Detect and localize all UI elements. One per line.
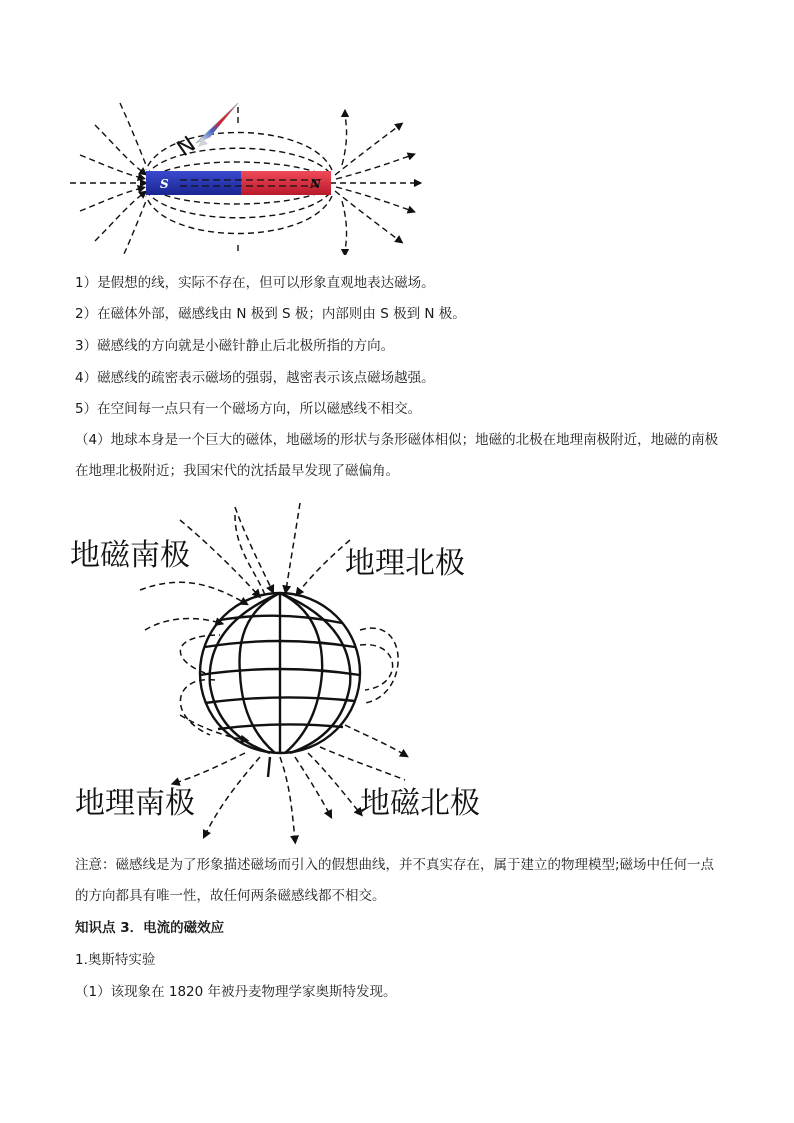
- magnet-south-label: S: [160, 177, 169, 191]
- globe-icon: [200, 593, 360, 777]
- property-5: 5）在空间每一点只有一个磁场方向，所以磁感线不相交。: [75, 401, 422, 417]
- compass-needle-icon: [196, 103, 238, 147]
- label-geomagnetic-south: 地磁南极: [70, 538, 190, 573]
- section-heading: 知识点 3．电流的磁效应: [75, 920, 225, 936]
- subheading-oersted: 1.奥斯特实验: [75, 952, 156, 968]
- earth-magnet-paragraph: （4）地球本身是一个巨大的磁体，地磁场的形状与条形磁体相似；地磁的北极在地理南极附近，地磁的南极在地理北极附近；我国宋代的沈括最早发现了磁偏角。: [75, 432, 719, 479]
- label-geographic-south: 地理南极: [75, 786, 195, 821]
- label-geomagnetic-north: 地磁北极: [360, 786, 480, 821]
- oersted-item-1: （1）该现象在 1820 年被丹麦物理学家奥斯特发现。: [75, 984, 397, 1000]
- magnet-north-label: N: [310, 177, 321, 191]
- bar-magnet-field-figure: [60, 95, 430, 255]
- label-geographic-north: 地理北极: [345, 546, 465, 581]
- property-3: 3）磁感线的方向就是小磁针静止后北极所指的方向。: [75, 338, 395, 354]
- needle-north-label: N: [172, 131, 201, 162]
- property-4: 4）磁感线的疏密表示磁场的强弱，越密表示该点磁场越强。: [75, 370, 435, 386]
- note-paragraph: 注意：磁感线是为了形象描述磁场而引入的假想曲线，并不真实存在，属于建立的物理模型;磁场中任何一点的方向都具有唯一性，故任何两条磁感线都不相交。: [75, 857, 715, 904]
- property-2: 2）在磁体外部，磁感线由 N 极到 S 极；内部则由 S 极到 N 极。: [75, 306, 466, 322]
- property-1: 1）是假想的线，实际不存在，但可以形象直观地表达磁场。: [75, 275, 435, 291]
- earth-magnetic-field-figure: [60, 495, 500, 850]
